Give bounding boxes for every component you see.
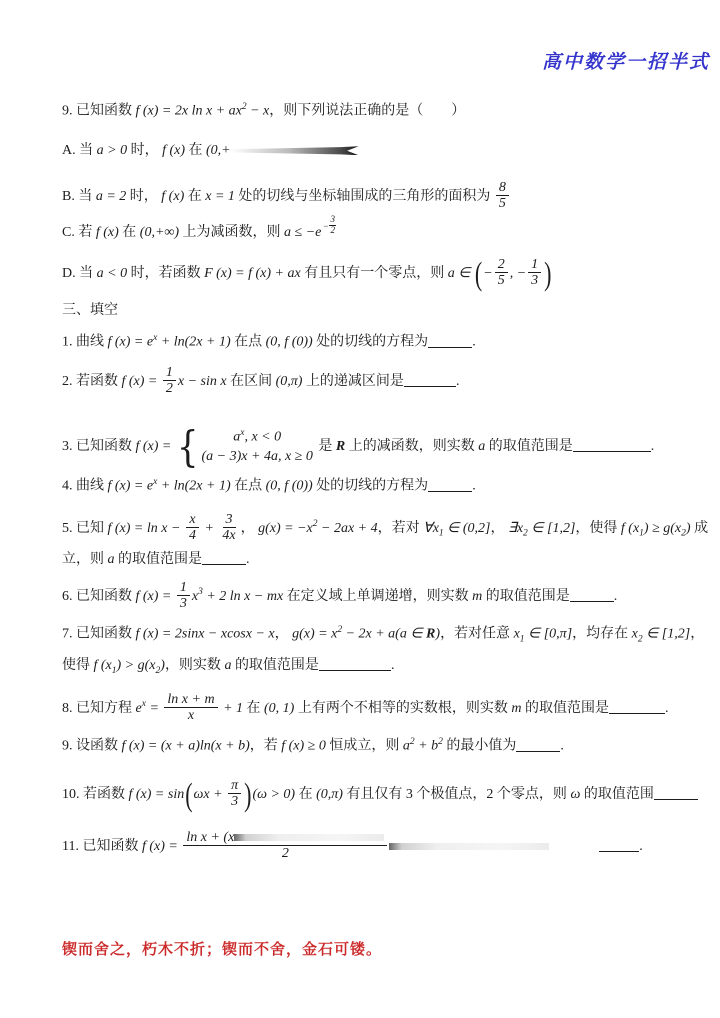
text: 有且仅有 3 个极值点，2 个零点，则 bbox=[342, 786, 571, 802]
text: 上为减函数，则 bbox=[179, 225, 285, 241]
math-text: 5 bbox=[498, 196, 506, 212]
text: ， bbox=[490, 520, 508, 536]
math-text: a ∈ bbox=[447, 265, 474, 281]
text: 在 bbox=[243, 700, 265, 716]
math-text: x bbox=[631, 626, 638, 642]
text: 在区间 bbox=[226, 373, 276, 389]
option-b bbox=[62, 180, 511, 212]
render-artifact-smear bbox=[231, 146, 359, 155]
math-text: ∈ [0,π] bbox=[524, 626, 573, 642]
math-text: f (x) bbox=[95, 225, 119, 241]
text: 处的切线的方程为 bbox=[312, 334, 429, 350]
superscript: x bbox=[141, 699, 146, 710]
text: . bbox=[639, 838, 643, 854]
subscript: 1 bbox=[438, 528, 444, 539]
text: ，若对 bbox=[377, 520, 424, 536]
math-bold: R bbox=[335, 438, 346, 454]
text: 立，则 bbox=[62, 552, 108, 567]
text: . bbox=[455, 373, 460, 389]
numerator bbox=[495, 257, 508, 273]
text: ， bbox=[690, 626, 705, 642]
text: 的取值范围是 bbox=[114, 552, 202, 567]
math-text: ) bbox=[160, 658, 165, 673]
fraction bbox=[183, 830, 387, 861]
fraction bbox=[163, 365, 176, 396]
q6 bbox=[62, 580, 618, 612]
text: ，均存在 bbox=[572, 626, 632, 642]
subscript: 1 bbox=[111, 665, 117, 676]
superscript: x bbox=[153, 333, 158, 343]
math-text: a > 0 bbox=[96, 143, 128, 158]
subscript: 2 bbox=[637, 634, 643, 645]
footer-motto: 锲而舍之，朽木不折；锲而不舍，金石可镂。 bbox=[62, 942, 383, 958]
subscript: 1 bbox=[639, 528, 644, 539]
answer-blank bbox=[599, 838, 639, 852]
math-text: 3 bbox=[330, 214, 335, 224]
math-text: a bbox=[107, 552, 115, 567]
numerator bbox=[186, 512, 198, 528]
denominator bbox=[228, 794, 241, 809]
math-text: + 2 ln x − mx bbox=[202, 588, 284, 604]
denominator bbox=[329, 226, 336, 236]
math-text: f (x) = bbox=[135, 588, 175, 604]
fraction bbox=[528, 257, 541, 288]
numerator bbox=[183, 830, 387, 846]
math-text: f (x) ≥ 0 bbox=[281, 738, 326, 754]
math-text: − bbox=[483, 265, 493, 281]
text: . bbox=[390, 658, 395, 673]
text: 的取值范围是 bbox=[521, 700, 609, 716]
text: . bbox=[650, 438, 655, 454]
math-text: f (x) = 2x ln x + ax bbox=[135, 103, 242, 119]
text: 4. 曲线 bbox=[62, 478, 108, 494]
math-text: π bbox=[231, 778, 239, 793]
math-text: ωx + bbox=[193, 786, 227, 802]
text: 的取值范围是 bbox=[231, 658, 319, 673]
q9-stem bbox=[62, 96, 465, 118]
case-row bbox=[202, 448, 313, 467]
answer-blank bbox=[573, 438, 651, 452]
text: 9. 已知函数 bbox=[62, 103, 136, 119]
math-text: x bbox=[187, 708, 195, 724]
fraction bbox=[177, 580, 190, 611]
math-text: a bbox=[478, 438, 486, 454]
text: 有且只有一个零点，则 bbox=[300, 265, 448, 281]
math-text: 5 bbox=[497, 273, 505, 289]
math-text: (0, f (0)) bbox=[265, 478, 313, 494]
math-text: 2 bbox=[497, 257, 505, 272]
denominator bbox=[177, 596, 190, 611]
math-text: f (x) bbox=[162, 143, 186, 158]
text: 2. 若函数 bbox=[62, 373, 122, 389]
math-text: 4x bbox=[222, 528, 236, 544]
text: 在 bbox=[118, 225, 140, 241]
superscript: 2 bbox=[241, 102, 247, 112]
text: 成 bbox=[690, 520, 709, 536]
math-text: (0,π) bbox=[275, 373, 303, 389]
big-paren: ( bbox=[185, 775, 193, 813]
math-text: 3 bbox=[231, 794, 239, 810]
numerator bbox=[164, 692, 217, 708]
text: ，则下列说法正确的是（ ） bbox=[269, 103, 466, 119]
math-text: f (x) = bbox=[141, 838, 182, 854]
math-text: a bbox=[233, 429, 241, 445]
text: ， bbox=[240, 520, 259, 536]
option-a bbox=[62, 140, 359, 162]
math-text: 2 bbox=[165, 381, 173, 397]
text: 在 bbox=[185, 143, 207, 158]
superscript: x bbox=[153, 477, 158, 487]
render-artifact-smear bbox=[389, 843, 549, 850]
math-text: ) ≥ g(x bbox=[643, 520, 682, 536]
denominator bbox=[495, 273, 508, 288]
q7-line2 bbox=[62, 655, 394, 677]
option-c bbox=[62, 214, 338, 244]
text: 的取值范围 bbox=[580, 786, 654, 802]
q1 bbox=[62, 327, 476, 349]
math-text: ln x + (x bbox=[186, 830, 235, 845]
text: ，则实数 bbox=[164, 658, 225, 673]
math-text: ∈ (0,2] bbox=[443, 520, 491, 536]
piecewise-cases bbox=[176, 421, 313, 472]
denominator bbox=[528, 273, 541, 288]
math-text: m bbox=[511, 700, 522, 716]
math-text: + bbox=[200, 520, 218, 536]
text: 7. 已知函数 bbox=[62, 626, 136, 642]
text: 上的递减区间是 bbox=[302, 373, 404, 389]
answer-blank bbox=[404, 373, 456, 387]
math-text: ∈ [1,2] bbox=[642, 626, 691, 642]
q5-line1 bbox=[62, 512, 709, 544]
math-text: x bbox=[513, 626, 520, 642]
page-title: 高中数学一招半式 bbox=[541, 52, 710, 73]
superscript: 3 bbox=[198, 587, 203, 598]
text: 时， bbox=[126, 188, 162, 204]
math-text: x = 1 bbox=[205, 188, 235, 204]
text: 在 bbox=[184, 188, 206, 204]
math-text: f (x) = e bbox=[107, 334, 154, 350]
q11 bbox=[62, 830, 643, 862]
math-text: 3 bbox=[531, 273, 539, 289]
math-text: f (x) = (x + a)ln(x + b) bbox=[121, 738, 250, 754]
text: 上有两个不相等的实数根，则实数 bbox=[294, 700, 512, 716]
text: 9. 设函数 bbox=[62, 738, 122, 754]
math-text: 4 bbox=[188, 528, 196, 544]
text: 的最小值为 bbox=[442, 738, 517, 754]
text: 使得 bbox=[62, 658, 94, 673]
math-text: m bbox=[472, 588, 483, 604]
answer-blank bbox=[516, 738, 560, 752]
math-text: g(x) = −x bbox=[258, 520, 313, 536]
math-text: f (x bbox=[620, 520, 640, 536]
subscript: 2 bbox=[155, 665, 161, 676]
math-text: f (x) = ln x − bbox=[107, 520, 184, 536]
superscript: 2 bbox=[409, 737, 415, 747]
text: A. 当 bbox=[62, 143, 97, 158]
answer-blank bbox=[202, 551, 246, 565]
denominator bbox=[163, 381, 176, 396]
math-text: f (x) bbox=[161, 188, 185, 204]
math-text: + b bbox=[414, 738, 439, 754]
answer-blank bbox=[319, 657, 391, 671]
text: ，使得 bbox=[575, 520, 621, 536]
text: 6. 已知函数 bbox=[62, 588, 136, 604]
math-text: 8 bbox=[498, 180, 506, 195]
q10 bbox=[62, 775, 698, 813]
big-paren: ( bbox=[474, 254, 483, 292]
math-text: x − sin x bbox=[177, 373, 227, 389]
text: . bbox=[246, 552, 250, 567]
text: C. 若 bbox=[62, 225, 96, 241]
math-text: x bbox=[191, 588, 199, 604]
fraction bbox=[219, 512, 238, 543]
math-text: f (x) = bbox=[121, 373, 161, 389]
subscript: 1 bbox=[519, 634, 525, 645]
text: 1. 曲线 bbox=[62, 334, 108, 350]
math-text: + ln(2x + 1) bbox=[157, 478, 231, 494]
big-paren: ) bbox=[544, 254, 552, 292]
numerator bbox=[163, 365, 176, 381]
fraction bbox=[496, 180, 509, 211]
math-text: a = 2 bbox=[95, 188, 127, 204]
answer-blank bbox=[570, 588, 614, 602]
section-fill-in bbox=[62, 300, 118, 322]
text: 5. 已知 bbox=[62, 520, 108, 536]
answer-blank bbox=[654, 786, 698, 800]
denominator bbox=[496, 196, 509, 211]
math-text: f (x) = bbox=[135, 438, 175, 454]
math-text: ∃x bbox=[507, 520, 524, 536]
math-text: (0, f (0)) bbox=[265, 334, 313, 350]
answer-blank bbox=[428, 478, 472, 492]
big-paren: ) bbox=[244, 775, 252, 813]
text: 处的切线与坐标轴围成的三角形的面积为 bbox=[234, 188, 494, 204]
denominator bbox=[219, 528, 238, 543]
text: 时， bbox=[127, 143, 163, 158]
math-text: 2 bbox=[281, 846, 289, 862]
math-text: ∈ [1,2] bbox=[527, 520, 576, 536]
math-text: (0,+ bbox=[206, 143, 231, 158]
text: 3. 已知函数 bbox=[62, 438, 136, 454]
numerator bbox=[177, 580, 190, 596]
q8 bbox=[62, 692, 669, 724]
math-text: − 2x + a(a ∈ bbox=[342, 626, 427, 642]
denominator bbox=[185, 708, 197, 723]
render-artifact-smear bbox=[234, 834, 384, 841]
text: . bbox=[613, 588, 618, 604]
text: D. 当 bbox=[62, 265, 97, 281]
math-text: e bbox=[135, 700, 142, 716]
superscript: 2 bbox=[312, 519, 318, 530]
math-text: ) bbox=[685, 520, 691, 536]
math-text: ∀x bbox=[423, 520, 439, 536]
fraction bbox=[228, 778, 241, 809]
text: . bbox=[472, 334, 476, 350]
math-text: − x bbox=[246, 103, 270, 119]
q2 bbox=[62, 365, 460, 397]
fraction bbox=[323, 215, 336, 237]
left-brace: { bbox=[176, 421, 199, 472]
math-text: g(x) = x bbox=[292, 626, 338, 642]
numerator bbox=[496, 180, 509, 196]
subscript: 2 bbox=[523, 528, 528, 539]
text: 8. 已知方程 bbox=[62, 700, 136, 716]
fraction bbox=[186, 512, 199, 543]
text: B. 当 bbox=[62, 188, 96, 204]
superscript: x bbox=[240, 428, 245, 438]
answer-blank bbox=[609, 700, 665, 714]
q5-line2 bbox=[62, 549, 250, 571]
subscript: 2 bbox=[681, 528, 686, 539]
math-text: 1 bbox=[179, 580, 187, 595]
text: ，若对任意 bbox=[440, 626, 514, 642]
math-text: (a − 3)x + 4a, x ≥ 0 bbox=[201, 448, 313, 464]
math-text: f (x) = 2sinx − xcosx − x bbox=[135, 626, 275, 642]
math-text: x bbox=[189, 512, 196, 527]
math-text: + 1 bbox=[219, 700, 244, 716]
math-text: 3 bbox=[179, 596, 187, 612]
math-bold: R bbox=[426, 626, 436, 642]
math-text: + ln(2x + 1) bbox=[157, 334, 231, 350]
math-text: 1 bbox=[165, 365, 173, 380]
answer-blank bbox=[428, 334, 472, 348]
text: 在定义域上单调递增，则实数 bbox=[283, 588, 473, 604]
math-text: , − bbox=[509, 265, 527, 281]
text: 11. 已知函数 bbox=[62, 838, 142, 854]
numerator bbox=[223, 512, 236, 528]
math-text: ) bbox=[435, 626, 441, 642]
text: 处的切线的方程为 bbox=[312, 478, 429, 494]
math-text: 1 bbox=[531, 257, 539, 272]
math-text: (ω > 0) bbox=[252, 786, 296, 802]
math-text: ) > g(x bbox=[116, 658, 156, 673]
math-text: = bbox=[145, 700, 163, 716]
math-text: ω bbox=[570, 786, 581, 802]
text: 在点 bbox=[230, 478, 266, 494]
text: 的取值范围是 bbox=[482, 588, 570, 604]
math-text: a ≤ −e bbox=[284, 225, 322, 241]
text: 恒成立，则 bbox=[325, 738, 403, 754]
fraction-prefix: − bbox=[323, 221, 329, 231]
text: 是 bbox=[314, 438, 336, 454]
math-text: (0,+∞) bbox=[139, 225, 180, 241]
case-row bbox=[233, 427, 281, 448]
math-text: 2 bbox=[330, 224, 335, 235]
math-text: a < 0 bbox=[96, 265, 128, 281]
superscript: 2 bbox=[337, 625, 343, 635]
math-text: f (x bbox=[93, 658, 112, 673]
q4 bbox=[62, 471, 476, 493]
superscript: 2 bbox=[438, 737, 443, 747]
text: ，若 bbox=[249, 738, 282, 754]
fraction bbox=[495, 257, 508, 288]
text: . bbox=[560, 738, 564, 754]
math-text: a bbox=[224, 658, 232, 673]
text: 在点 bbox=[230, 334, 266, 350]
math-text: ln x + m bbox=[167, 692, 215, 707]
math-text: f (x) = e bbox=[107, 478, 154, 494]
option-d bbox=[62, 254, 552, 292]
math-text: 3 bbox=[225, 512, 233, 527]
q7-line1 bbox=[62, 619, 705, 645]
text: 三、填空 bbox=[62, 303, 118, 318]
text: . bbox=[472, 478, 476, 494]
math-text: (0, 1) bbox=[264, 700, 295, 716]
math-text: (0,π) bbox=[316, 786, 343, 802]
math-text: − 2ax + 4 bbox=[317, 520, 378, 536]
text: 在 bbox=[295, 786, 317, 802]
text: 的取值范围是 bbox=[485, 438, 573, 454]
denominator bbox=[186, 528, 199, 543]
math-text: a bbox=[402, 738, 410, 754]
denominator bbox=[279, 846, 292, 861]
text: ， bbox=[274, 626, 293, 642]
numerator bbox=[228, 778, 241, 794]
text: 时，若函数 bbox=[127, 265, 205, 281]
text: . bbox=[664, 700, 669, 716]
text: 上的减函数，则实数 bbox=[345, 438, 479, 454]
math-text: f (x) = sin bbox=[128, 786, 185, 802]
math-text: F (x) = f (x) + ax bbox=[204, 265, 301, 281]
fraction bbox=[164, 692, 217, 723]
q9-fill bbox=[62, 731, 564, 753]
numerator bbox=[528, 257, 541, 273]
math-text: , x < 0 bbox=[244, 429, 282, 445]
text: 10. 若函数 bbox=[62, 786, 129, 802]
q3 bbox=[62, 421, 655, 472]
